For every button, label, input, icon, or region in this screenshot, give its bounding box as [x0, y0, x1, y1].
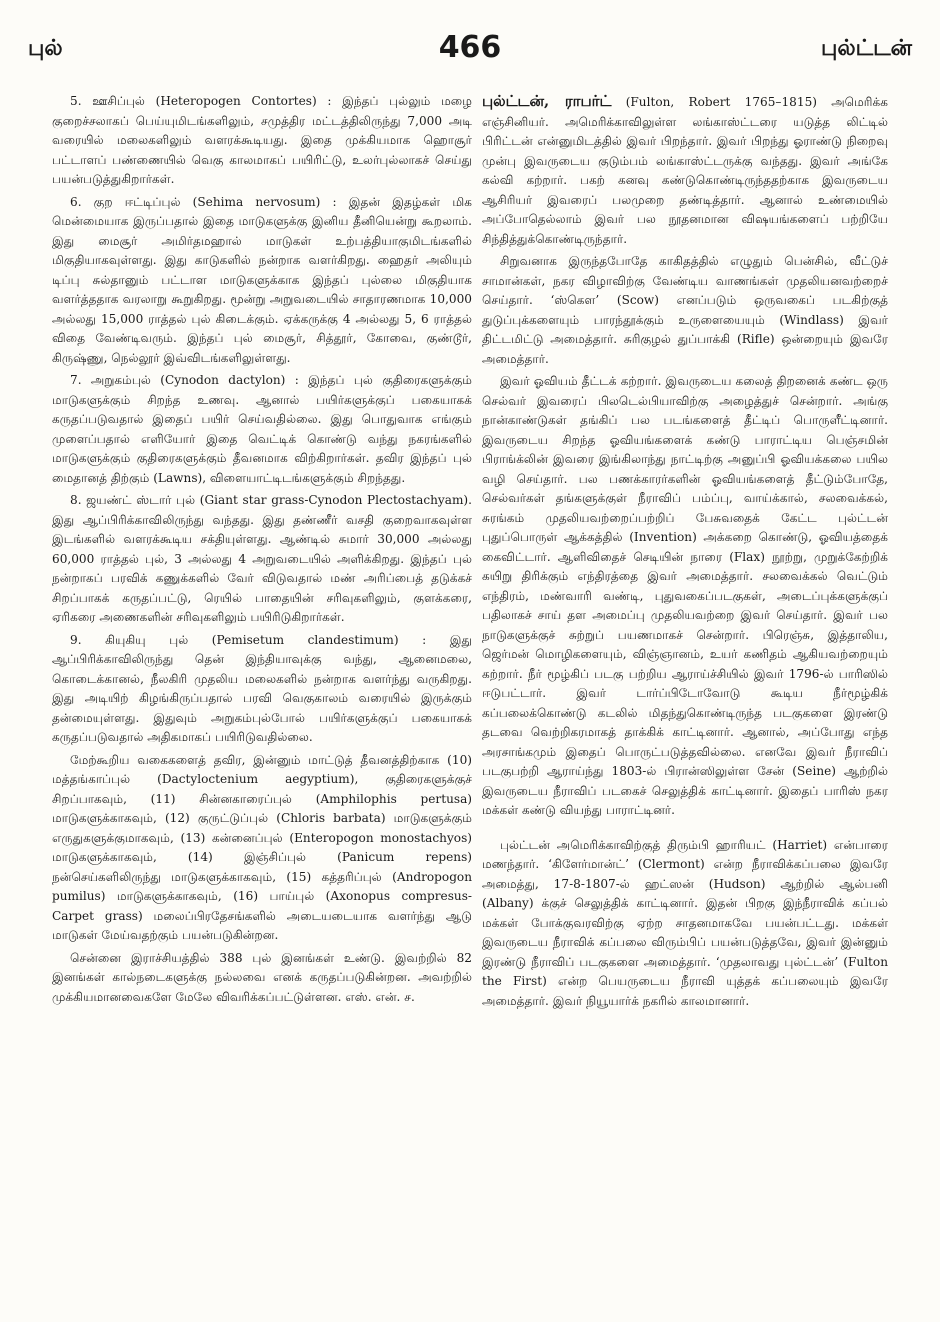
page-header	[28, 30, 912, 74]
entry-title: புல்ட்டன், ராபர்ட்	[482, 92, 612, 110]
grass-entry-9: 9. கியுகியு புல் (Pemisetum clandestimum) : இது ஆப்பிரிக்காவிலிருந்து தென் இந்தியாவுக்கு வந்து, ஆனைமலை, கொடைக்கானல், நீலகிரி முதலிய மலைகளில் நன்றாக வளர்ந்து வருகிறது. இது அடியிற் கிழங்கிருப்பதால் பரவி வெகுகாலம் வரையில் இருக்கும் தன்மையுள்ளது. இதுவும் அறுகம்புல்போல் பயிர்களுக்குப் பகையாகக் கருதப்படுவதால் அதிகமாகப் பயிரிடுவதில்லை.	[52, 632, 472, 744]
fulton-intro-paragraph	[482, 92, 888, 249]
running-head-left: புல்	[28, 36, 63, 61]
closing-paragraph: சென்னை இராச்சியத்தில் 388 புல் இனங்கள் உண்டு. இவற்றில் 82 இனங்கள் கால்நடைகளுக்கு நல்லவை எனக் கருதப்படுகின்றன. அவற்றில் முக்கியமானவைகளே மேலே விவரிக்கப்பட்டுள்ளன. எஸ். என். ச.	[52, 950, 472, 1004]
right-column	[482, 92, 888, 1014]
fulton-intro-text: (Fulton, Robert 1765–1815) அமெரிக்க எஞ்சினியர். அமெரிக்காவிலுள்ள லங்காஸ்ட்டரை யடுத்த லிட்டில் பிரிட்டன் என்னுமிடத்தில் இவர் பிறந்தார். இவர் பிறந்து ஓராண்டு நிறைவு முன்பு இவருடைய குடும்பம் லங்காஸ்ட்டருக்கு வந்தது. இவர் அங்கே கல்வி கற்றார். பகற் கனவு கண்டுகொண்டிருந்ததற்காக இவருடைய ஆசிரியர் இவரைப் பலமுறை தண்டித்தார். ஆனால் உண்மையில் அப்போதெல்லாம் இவர் பல நூதனமான விஷயங்களைப் பற்றியே சிந்தித்துக்கொண்டிருந்தார்.	[482, 95, 888, 246]
grass-entry-6: 6. குற ஈட்டிப்புல் (Sehima nervosum) : இதன் இதழ்கள் மிக மென்மையாக இருப்பதால் இதை மாடுகளுக்கு இனிய தீனியென்று கூறலாம். இது மைசூர் அமிர்தமஹால் மாடுகள் உற்பத்தியாகுமிடங்களில் மிகுதியாகவுள்ளது. இது காடுகளில் நன்றாக வளர்கிறது. ஹைதர் அலியும் டிப்பு சுல்தானும் பட்டாள மாடுகளுக்காக இந்தப் புல்லை மிகுதியாக வளர்த்ததாக வரலாறு கூறுகிறது. மூன்று அறுவடையில் சாதாரணமாக 10,000 அல்லது 15,000 ராத்தல் புல் கிடைக்கும். ஏக்கருக்கு 4 அல்லது 5, 6 ராத்தல் விதை வேண்டிவரும். இந்தப் புல் மைசூர், சித்தூர், கோவை, குண்டூர், கிருஷ்ணு, நெல்லூர் இவ்விடங்களிலுள்ளது.	[52, 194, 472, 365]
fulton-career-paragraph: இவர் ஓவியம் தீட்டக் கற்றார். இவருடைய கலைத் திறனைக் கண்ட ஒரு செல்வர் இவரைப் பிலடெல்பியாவிற்கு அழைத்துச் சென்றார். அங்கு நான்காண்டுகள் தங்கிப் பல படங்களைத் தீட்டிப் பொருளீட்டினார். இவருடைய சிறந்த ஓவியங்களைக் கண்டு பாராட்டிய பெஞ்சமின் பிராங்க்லின் இவரை இங்கிலாந்து நாட்டிற்கு அனுப்பி ஓவியக்கலை பயில வழி செய்தார். பல பணக்காரர்களின் ஓவியங்களைத் தீட்டும்போதே, செல்வர்கள் தங்களுக்குள் நீராவிப் பம்ப்பு, வாய்க்கால், சலவைக்கல், சுரங்கம் முதலியவற்றைப்பற்றிப் பேசுவதைக் கேட்ட புல்ட்டன் புதுப்பொருள் ஆக்கத்தில் (Invention) அக்கறை கொண்டு, ஓவியத்தைக் கைவிட்டார். ஆளிவிதைச் செடியின் நாரை (Flax) நூற்று, முறுக்கேற்றிக் கயிறு திரிக்கும் எந்திரத்தை இவர் அமைத்தார். சலவைக்கல் வெட்டும் எந்திரம், மண்வாரி வண்டி, புதுவகைப்படகுகள், அடைப்புக்களுக்குப் பதிலாகச் சாய் தள அமைப்பு முதலியவற்றை இவர் செய்தார். இவர் பல நாடுகளுக்குச் சுற்றுப் பயணமாகச் சென்றார். பிரெஞ்சு, இத்தாலிய, ஜெர்மன் மொழிகளையும், விஞ்ஞானம், உயர் கணிதம் ஆகியவற்றையும் கற்றார். நீர் மூழ்கிப் படகு பற்றிய ஆராய்ச்சியில் இவர் 1796-ல் பாரிஸில் ஈடுபட்டார். இவர் டார்ப்பிடோவோடு கூடிய நீர்மூழ்கிக் கப்பலைக்கொண்டு கடலில் மிதந்துகொண்டிருந்த படகுகளை இரண்டு தடவை வெற்றிகரமாகத் தாக்கிக் காட்டினார். ஆனால், அப்போது எந்த அரசாங்கமும் இதைப் பொருட்படுத்தவில்லை. எனவே இவர் நீராவிப் படகுபற்றி ஆராய்ந்து 1803-ல் பிரான்ஸிலுள்ள சேன் (Seine) ஆற்றில் இவருடைய நீராவிப் படகைச் செலுத்திக் காட்டினார். இதைப் பாரிஸ் நகர மக்கள் கண்டு வியந்து பாராட்டினர்.	[482, 374, 888, 817]
fulton-childhood-paragraph: சிறுவனாக இருந்தபோதே காகிதத்தில் எழுதும் பென்சில், வீட்டுச் சாமான்கள், நகர விழாவிற்கு வேண்டிய வாணங்கள் முதலியனவற்றைச் செய்தார். ‘ஸ்கௌ’ (Scow) எனப்படும் ஒருவகைப் படகிற்குத் துடுப்புக்களையும் பாரந்தூக்கும் உருளையையும் (Windlass) இவர் திட்டமிட்டு அமைத்தார். சுரிகுழல் துப்பாக்கி (Rifle) ஒன்றையும் இவரே அமைத்தார்.	[482, 254, 888, 366]
grass-entry-5: 5. ஊசிப்புல் (Heteropogen Contortes) : இந்தப் புல்லும் மழை குறைச்சலாகப் பெய்யுமிடங்களிலும், சமுத்திர மட்டத்திலிருந்து 7,000 அடி வரையில் மலைகளிலும் வளரக்கூடியது. இதை முக்கியமாக ஹொசூர் பட்டாளப் பண்ணையில் வெகு காலமாகப் பயிரிட்டு, உலர்புல்லாகச் செய்து பயன்படுத்துகிறார்கள்.	[52, 94, 472, 186]
fulton-later-paragraph: புல்ட்டன் அமெரிக்காவிற்குத் திரும்பி ஹாரியட் (Harriet) என்பாரை மணந்தார். ‘கிளேர்மான்ட்’ (Clermont) என்ற நீராவிக்கப்பலை இவரே அமைத்து, 17-8-1807-ல் ஹட்ஸன் (Hudson) ஆற்றில் ஆல்பனி (Albany) க்குச் செலுத்திக் காட்டினார். இதன் பிறகு இந்நீராவிக் கப்பல் மக்கள் போக்குவரவிற்கு ஏற்ற சாதனமாகவே பயன்பட்டது. மக்கள் இவருடைய நீராவிக் கப்பலை விரும்பிப் பயன்படுத்தவே, இவர் இன்னும் இரண்டு நீராவிப் படகுகளை அமைத்தார். ‘முதலாவது புல்ட்டன்’ (Fulton the First) என்ற பெயருடைய நீராவி யுத்தக் கப்பலையும் இவரே அமைத்தார். இவர் நியூயார்க் நகரில் காலமானார்.	[482, 837, 888, 1008]
running-head-right: புல்ட்டன்	[821, 36, 912, 61]
other-grasses-paragraph: மேற்கூறிய வகைகளைத் தவிர, இன்னும் மாட்டுத் தீவனத்திற்காக (10) மத்தங்காப்புல் (Dactyloctenium aegyptium), குதிரைகளுக்குச் சிறப்பாகவும், (11) சின்னகாரைப்புல் (Amphilophis pertusa) மாடுகளுக்காகவும், (12) குருட்டுப்புல் (Chloris barbata) மாடுகளுக்கும் எருதுகளுக்குமாகவும், (13) கன்னைப்புல் (Enteropogon monostachyos) மாடுகளுக்காகவும், (14) இஞ்சிப்புல் (Panicum repens) நன்செய்களிலிருந்து மாடுகளுக்காகவும், (15) கத்தரிப்புல் (Andropogon pumilus) மாடுகளுக்காகவும், (16) பாய்புல் (Axonopus compresus-Carpet grass) மலைப்பிரதேசங்களில் அடையடையாக வளர்ந்து ஆடு மாடுகள் மேய்வதற்கும் பயன்படுகின்றன.	[52, 752, 472, 942]
paragraph-gap	[482, 824, 888, 836]
grass-entry-8: 8. ஜயண்ட் ஸ்டார் புல் (Giant star grass-Cynodon Plectostachyam). இது ஆப்பிரிக்காவிலிருந்து வந்தது. இது தண்ணீர் வசதி குறைவாகவுள்ள இடங்களில் வளரக்கூடிய சக்தியுள்ளது. ஆண்டில் சுமார் 30,000 அல்லது 60,000 ராத்தல் புல், 3 அல்லது 4 அறுவடையில் அளிக்கிறது. இந்தப் புல் நன்றாகப் பரவிக் கணுக்களில் வேர் விடுவதால் மண் அரிப்பைத் தடுக்கச் சிறப்பாகக் கருதப்பட்டு, ரெயில் பாதையின் சரிவுகளிலும், குளக்கரை, ஏரிகரை அணைகளின் சரிவுகளிலும் பயிரிடுகிறார்கள்.	[52, 493, 472, 624]
left-column	[52, 92, 472, 1010]
page-number: 466	[438, 30, 502, 65]
grass-entry-7: 7. அறுகம்புல் (Cynodon dactylon) : இந்தப் புல் குதிரைகளுக்கும் மாடுகளுக்கும் சிறந்த உணவு. ஆனால் பயிர்களுக்குப் பகையாகக் கருதப்படுவதால் இதைப் பயிர் செய்வதில்லை. இது பொதுவாக எங்கும் முளைப்பதால் எளியோர் இதை வெட்டிக் கொண்டு வந்து நகரங்களில் மாடுகளுக்கும் குதிரைகளுக்கும் தீவனமாக விற்கிறார்கள். தவிர இந்தப் புல் மைதானத் திற்கும் (Lawns), விளையாட்டிடங்களுக்கும் சிறந்தது.	[52, 373, 472, 485]
